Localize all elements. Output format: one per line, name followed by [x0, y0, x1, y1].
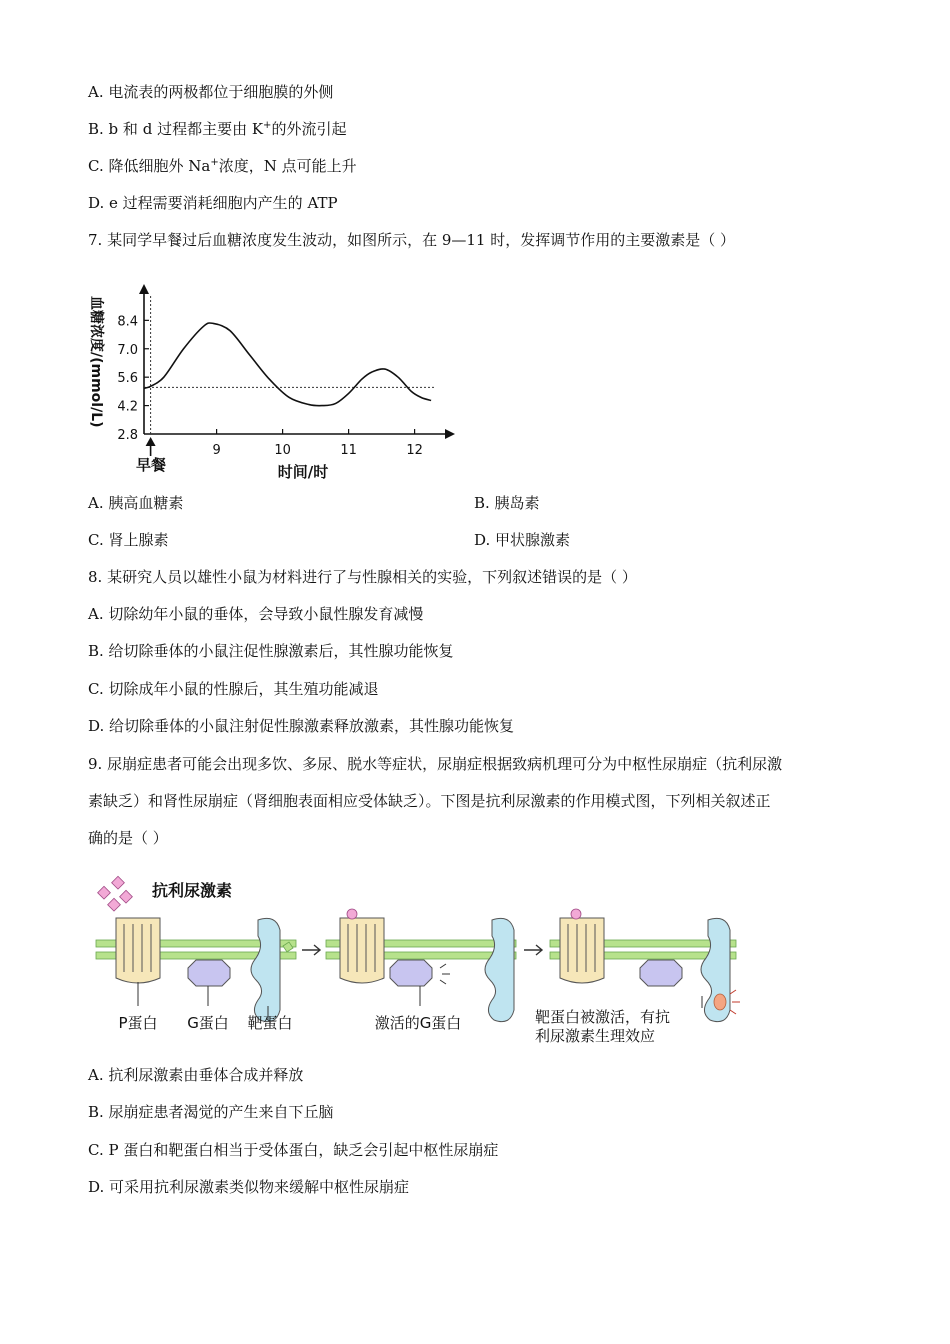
y-tick-label: 7.0	[117, 342, 138, 358]
x-axis-label: 时间/时	[277, 463, 329, 481]
effect-label-line-1: 靶蛋白被激活，有抗	[535, 1008, 671, 1026]
y-axis-label: 血糖浓度/(mmol/L)	[88, 296, 104, 428]
x-tick-label: 11	[340, 443, 357, 458]
q9-option-d: D. 可采用抗利尿激素类似物来缓解中枢性尿崩症	[88, 1178, 410, 1196]
q8-stem: 8. 某研究人员以雄性小鼠为材料进行了与性腺相关的实验，下列叙述错误的是（ ）	[88, 568, 637, 586]
arrow-1	[302, 945, 320, 955]
glucose-curve	[144, 323, 431, 406]
q9-option-b: B. 尿崩症患者渴觉的产生来自下丘脑	[88, 1103, 334, 1121]
x-tick-label: 12	[406, 443, 423, 458]
y-tick-label: 8.4	[117, 314, 138, 330]
q8-option-c: C. 切除成年小鼠的性腺后，其生殖功能减退	[88, 680, 379, 698]
g-protein-label: G蛋白	[187, 1014, 229, 1032]
q9-stem-line-3: 确的是（ ）	[88, 829, 168, 847]
q8-option-b: B. 给切除垂体的小鼠注促性腺激素后，其性腺功能恢复	[88, 642, 454, 660]
q7-stem: 7. 某同学早餐过后血糖浓度发生波动，如图所示，在 9—11 时，发挥调节作用的主要激素是（ ）	[88, 231, 736, 249]
q9-option-a: A. 抗利尿激素由垂体合成并释放	[88, 1066, 304, 1084]
q7-option-b: B. 胰岛素	[474, 494, 540, 512]
y-tick-label: 4.2	[117, 399, 138, 415]
q7-option-a: A. 胰高血糖素	[88, 494, 184, 512]
breakfast-arrow-head	[146, 437, 156, 446]
x-tick-label: 10	[274, 443, 291, 458]
panel-2	[326, 909, 516, 1032]
p-protein-label: P蛋白	[118, 1014, 158, 1032]
y-tick-label: 5.6	[117, 371, 138, 387]
q7-option-d: D. 甲状腺激素	[474, 531, 571, 549]
arrow-2	[524, 945, 542, 955]
q6-option-c: C. 降低细胞外 Na+浓度，N 点可能上升	[88, 157, 357, 175]
q8-option-a: A. 切除幼年小鼠的垂体，会导致小鼠性腺发育减慢	[88, 605, 424, 623]
breakfast-label: 早餐	[135, 456, 167, 474]
effect-label-line-2: 利尿激素生理效应	[535, 1027, 656, 1045]
target-protein-label: 靶蛋白	[247, 1014, 293, 1032]
panel-1	[96, 918, 296, 1032]
hormone-label: 抗利尿激素	[152, 881, 233, 900]
y-axis-arrow	[139, 284, 149, 294]
q7-option-c: C. 肾上腺素	[88, 531, 169, 549]
q9-stem-line-1: 9. 尿崩症患者可能会出现多饮、多尿、脱水等症状，尿崩症根据致病机理可分为中枢性尿崩症（抗利尿激	[88, 755, 783, 773]
adh-mechanism-diagram	[90, 868, 750, 1053]
x-tick-label: 9	[212, 443, 221, 458]
y-tick-label: 2.8	[117, 428, 138, 443]
q6-option-d: D. e 过程需要消耗细胞内产生的 ATP	[88, 194, 338, 212]
q9-option-c: C. P 蛋白和靶蛋白相当于受体蛋白，缺乏会引起中枢性尿崩症	[88, 1141, 499, 1159]
q9-stem-line-2: 素缺乏）和肾性尿崩症（肾细胞表面相应受体缺乏）。下图是抗利尿激素的作用模式图，下列相关叙述正	[88, 792, 771, 810]
hormone-molecules	[98, 876, 133, 911]
q6-option-b: B. b 和 d 过程都主要由 K+的外流引起	[88, 120, 347, 138]
q6-option-a: A. 电流表的两极都位于细胞膜的外侧	[88, 83, 334, 101]
activated-g-label: 激活的G蛋白	[374, 1014, 462, 1032]
q8-option-d: D. 给切除垂体的小鼠注射促性腺激素释放激素，其性腺功能恢复	[88, 717, 515, 735]
panel-3	[535, 909, 740, 1045]
x-axis-arrow	[445, 429, 455, 439]
blood-glucose-chart	[86, 272, 466, 487]
